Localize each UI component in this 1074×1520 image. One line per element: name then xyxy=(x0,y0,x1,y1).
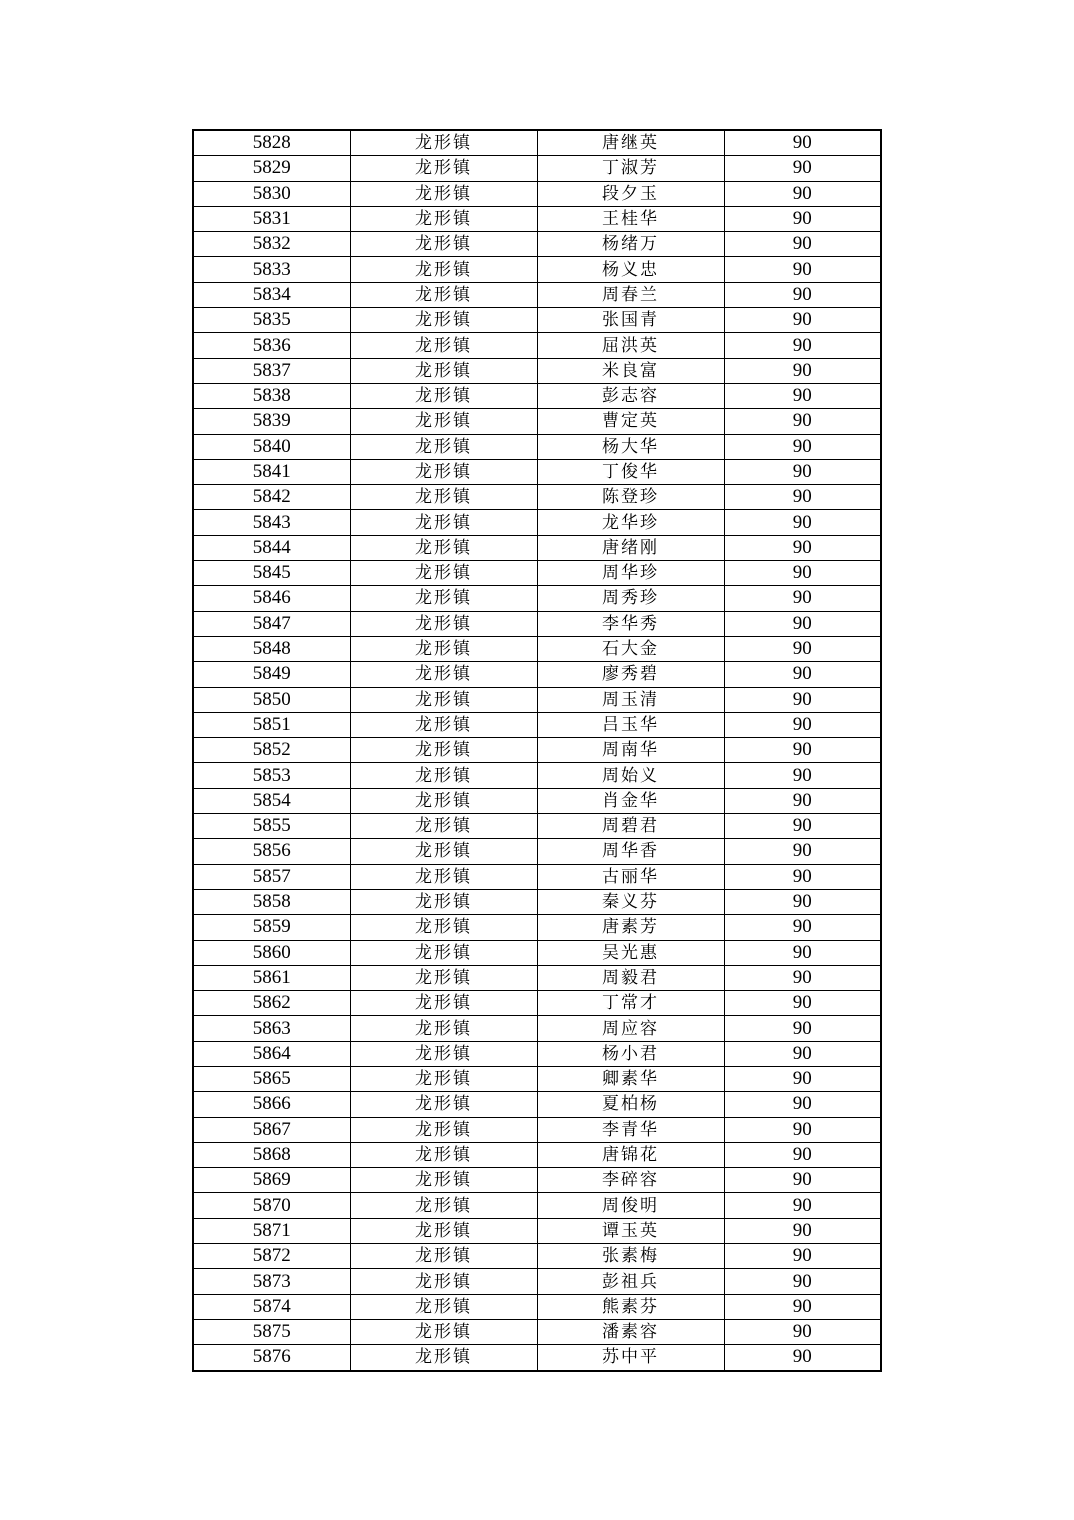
cell-amount: 90 xyxy=(724,333,881,358)
cell-amount: 90 xyxy=(724,864,881,889)
cell-amount: 90 xyxy=(724,712,881,737)
cell-name: 米良富 xyxy=(537,358,724,383)
cell-amount: 90 xyxy=(724,839,881,864)
cell-amount: 90 xyxy=(724,232,881,257)
cell-town: 龙形镇 xyxy=(350,383,537,408)
table-row xyxy=(193,662,881,687)
cell-town: 龙形镇 xyxy=(350,889,537,914)
cell-name: 熊素芬 xyxy=(537,1294,724,1319)
cell-number: 5851 xyxy=(193,712,350,737)
cell-amount: 90 xyxy=(724,763,881,788)
cell-name: 周华香 xyxy=(537,839,724,864)
cell-name: 秦义芬 xyxy=(537,889,724,914)
cell-town: 龙形镇 xyxy=(350,788,537,813)
cell-name: 唐锦花 xyxy=(537,1142,724,1167)
table-row xyxy=(193,636,881,661)
cell-name: 杨绪万 xyxy=(537,232,724,257)
cell-number: 5838 xyxy=(193,383,350,408)
cell-name: 杨义忠 xyxy=(537,257,724,282)
cell-amount: 90 xyxy=(724,814,881,839)
cell-name: 古丽华 xyxy=(537,864,724,889)
cell-number: 5845 xyxy=(193,561,350,586)
cell-name: 陈登珍 xyxy=(537,485,724,510)
cell-town: 龙形镇 xyxy=(350,130,537,156)
cell-amount: 90 xyxy=(724,181,881,206)
table-row xyxy=(193,1168,881,1193)
cell-amount: 90 xyxy=(724,561,881,586)
cell-amount: 90 xyxy=(724,889,881,914)
table-row xyxy=(193,940,881,965)
cell-amount: 90 xyxy=(724,130,881,156)
cell-name: 周玉清 xyxy=(537,687,724,712)
cell-name: 周俊明 xyxy=(537,1193,724,1218)
table-row xyxy=(193,1066,881,1091)
cell-town: 龙形镇 xyxy=(350,1092,537,1117)
table-row xyxy=(193,232,881,257)
cell-number: 5837 xyxy=(193,358,350,383)
cell-town: 龙形镇 xyxy=(350,257,537,282)
cell-name: 丁俊华 xyxy=(537,459,724,484)
cell-amount: 90 xyxy=(724,257,881,282)
cell-amount: 90 xyxy=(724,459,881,484)
table-row xyxy=(193,485,881,510)
cell-name: 石大金 xyxy=(537,636,724,661)
cell-name: 丁常才 xyxy=(537,991,724,1016)
cell-town: 龙形镇 xyxy=(350,1244,537,1269)
table-row xyxy=(193,889,881,914)
cell-number: 5830 xyxy=(193,181,350,206)
cell-town: 龙形镇 xyxy=(350,1345,537,1371)
cell-town: 龙形镇 xyxy=(350,965,537,990)
table-row xyxy=(193,1117,881,1142)
cell-number: 5852 xyxy=(193,738,350,763)
table-row xyxy=(193,687,881,712)
cell-amount: 90 xyxy=(724,662,881,687)
cell-town: 龙形镇 xyxy=(350,1168,537,1193)
table-row xyxy=(193,839,881,864)
table-row xyxy=(193,434,881,459)
cell-town: 龙形镇 xyxy=(350,333,537,358)
cell-number: 5849 xyxy=(193,662,350,687)
table-row xyxy=(193,409,881,434)
cell-name: 谭玉英 xyxy=(537,1218,724,1243)
cell-number: 5833 xyxy=(193,257,350,282)
cell-amount: 90 xyxy=(724,1168,881,1193)
cell-amount: 90 xyxy=(724,1117,881,1142)
cell-number: 5867 xyxy=(193,1117,350,1142)
cell-town: 龙形镇 xyxy=(350,915,537,940)
cell-amount: 90 xyxy=(724,965,881,990)
table-row xyxy=(193,561,881,586)
cell-number: 5829 xyxy=(193,156,350,181)
table-row xyxy=(193,763,881,788)
table-row xyxy=(193,282,881,307)
cell-town: 龙形镇 xyxy=(350,662,537,687)
cell-town: 龙形镇 xyxy=(350,181,537,206)
cell-amount: 90 xyxy=(724,940,881,965)
table-row xyxy=(193,1218,881,1243)
cell-town: 龙形镇 xyxy=(350,308,537,333)
table-row xyxy=(193,1092,881,1117)
cell-amount: 90 xyxy=(724,991,881,1016)
table-row xyxy=(193,965,881,990)
cell-amount: 90 xyxy=(724,282,881,307)
cell-town: 龙形镇 xyxy=(350,814,537,839)
cell-name: 周毅君 xyxy=(537,965,724,990)
cell-town: 龙形镇 xyxy=(350,1142,537,1167)
cell-town: 龙形镇 xyxy=(350,459,537,484)
cell-town: 龙形镇 xyxy=(350,763,537,788)
cell-amount: 90 xyxy=(724,485,881,510)
cell-town: 龙形镇 xyxy=(350,940,537,965)
cell-number: 5873 xyxy=(193,1269,350,1294)
cell-number: 5836 xyxy=(193,333,350,358)
cell-number: 5846 xyxy=(193,586,350,611)
cell-town: 龙形镇 xyxy=(350,712,537,737)
cell-name: 吴光惠 xyxy=(537,940,724,965)
table-row xyxy=(193,788,881,813)
cell-amount: 90 xyxy=(724,409,881,434)
cell-number: 5857 xyxy=(193,864,350,889)
cell-number: 5859 xyxy=(193,915,350,940)
table-row xyxy=(193,257,881,282)
table-row xyxy=(193,130,881,156)
table-row xyxy=(193,1193,881,1218)
cell-name: 丁淑芳 xyxy=(537,156,724,181)
cell-amount: 90 xyxy=(724,1294,881,1319)
cell-amount: 90 xyxy=(724,1066,881,1091)
cell-amount: 90 xyxy=(724,1319,881,1344)
cell-town: 龙形镇 xyxy=(350,358,537,383)
cell-amount: 90 xyxy=(724,611,881,636)
cell-town: 龙形镇 xyxy=(350,864,537,889)
cell-amount: 90 xyxy=(724,1218,881,1243)
cell-amount: 90 xyxy=(724,788,881,813)
cell-number: 5855 xyxy=(193,814,350,839)
table-row xyxy=(193,814,881,839)
table-row xyxy=(193,1041,881,1066)
table-row xyxy=(193,611,881,636)
cell-town: 龙形镇 xyxy=(350,561,537,586)
cell-name: 屈洪英 xyxy=(537,333,724,358)
cell-town: 龙形镇 xyxy=(350,1193,537,1218)
cell-number: 5842 xyxy=(193,485,350,510)
cell-name: 肖金华 xyxy=(537,788,724,813)
table-row xyxy=(193,181,881,206)
table-row xyxy=(193,1244,881,1269)
cell-number: 5868 xyxy=(193,1142,350,1167)
cell-name: 周始义 xyxy=(537,763,724,788)
cell-amount: 90 xyxy=(724,636,881,661)
cell-town: 龙形镇 xyxy=(350,434,537,459)
cell-name: 李青华 xyxy=(537,1117,724,1142)
cell-amount: 90 xyxy=(724,308,881,333)
cell-number: 5861 xyxy=(193,965,350,990)
cell-number: 5853 xyxy=(193,763,350,788)
cell-number: 5862 xyxy=(193,991,350,1016)
cell-number: 5848 xyxy=(193,636,350,661)
cell-town: 龙形镇 xyxy=(350,636,537,661)
cell-name: 廖秀碧 xyxy=(537,662,724,687)
cell-number: 5863 xyxy=(193,1016,350,1041)
cell-town: 龙形镇 xyxy=(350,409,537,434)
cell-name: 李碎容 xyxy=(537,1168,724,1193)
cell-amount: 90 xyxy=(724,915,881,940)
cell-town: 龙形镇 xyxy=(350,1066,537,1091)
cell-amount: 90 xyxy=(724,1016,881,1041)
cell-amount: 90 xyxy=(724,358,881,383)
cell-name: 彭祖兵 xyxy=(537,1269,724,1294)
cell-amount: 90 xyxy=(724,1269,881,1294)
cell-name: 曹定英 xyxy=(537,409,724,434)
cell-name: 周碧君 xyxy=(537,814,724,839)
cell-number: 5865 xyxy=(193,1066,350,1091)
cell-number: 5840 xyxy=(193,434,350,459)
table-row xyxy=(193,535,881,560)
cell-amount: 90 xyxy=(724,510,881,535)
cell-town: 龙形镇 xyxy=(350,611,537,636)
cell-town: 龙形镇 xyxy=(350,206,537,231)
cell-number: 5828 xyxy=(193,130,350,156)
table-row xyxy=(193,586,881,611)
cell-name: 吕玉华 xyxy=(537,712,724,737)
cell-number: 5871 xyxy=(193,1218,350,1243)
cell-town: 龙形镇 xyxy=(350,1269,537,1294)
cell-number: 5841 xyxy=(193,459,350,484)
cell-name: 王桂华 xyxy=(537,206,724,231)
table-row xyxy=(193,1142,881,1167)
cell-name: 张素梅 xyxy=(537,1244,724,1269)
cell-number: 5866 xyxy=(193,1092,350,1117)
cell-town: 龙形镇 xyxy=(350,1117,537,1142)
cell-name: 潘素容 xyxy=(537,1319,724,1344)
cell-amount: 90 xyxy=(724,535,881,560)
table-row xyxy=(193,1345,881,1371)
cell-amount: 90 xyxy=(724,738,881,763)
cell-number: 5872 xyxy=(193,1244,350,1269)
cell-name: 唐继英 xyxy=(537,130,724,156)
cell-number: 5875 xyxy=(193,1319,350,1344)
cell-name: 卿素华 xyxy=(537,1066,724,1091)
cell-name: 龙华珍 xyxy=(537,510,724,535)
cell-amount: 90 xyxy=(724,383,881,408)
cell-number: 5834 xyxy=(193,282,350,307)
table-row xyxy=(193,156,881,181)
cell-name: 周应容 xyxy=(537,1016,724,1041)
cell-amount: 90 xyxy=(724,1345,881,1371)
cell-name: 周南华 xyxy=(537,738,724,763)
cell-name: 张国青 xyxy=(537,308,724,333)
cell-name: 杨小君 xyxy=(537,1041,724,1066)
cell-name: 彭志容 xyxy=(537,383,724,408)
table-row xyxy=(193,308,881,333)
table-row xyxy=(193,1294,881,1319)
cell-number: 5856 xyxy=(193,839,350,864)
cell-number: 5835 xyxy=(193,308,350,333)
cell-number: 5843 xyxy=(193,510,350,535)
cell-amount: 90 xyxy=(724,1142,881,1167)
cell-number: 5876 xyxy=(193,1345,350,1371)
cell-amount: 90 xyxy=(724,687,881,712)
cell-town: 龙形镇 xyxy=(350,1041,537,1066)
table-row xyxy=(193,991,881,1016)
cell-amount: 90 xyxy=(724,1092,881,1117)
cell-name: 夏柏杨 xyxy=(537,1092,724,1117)
cell-name: 苏中平 xyxy=(537,1345,724,1371)
table-row xyxy=(193,864,881,889)
cell-name: 唐素芳 xyxy=(537,915,724,940)
cell-number: 5847 xyxy=(193,611,350,636)
cell-name: 周华珍 xyxy=(537,561,724,586)
cell-town: 龙形镇 xyxy=(350,839,537,864)
cell-town: 龙形镇 xyxy=(350,282,537,307)
cell-number: 5844 xyxy=(193,535,350,560)
table-row xyxy=(193,1269,881,1294)
table-row xyxy=(193,383,881,408)
cell-name: 杨大华 xyxy=(537,434,724,459)
cell-number: 5839 xyxy=(193,409,350,434)
cell-number: 5858 xyxy=(193,889,350,914)
cell-name: 唐绪刚 xyxy=(537,535,724,560)
cell-amount: 90 xyxy=(724,206,881,231)
cell-town: 龙形镇 xyxy=(350,1319,537,1344)
table-row xyxy=(193,206,881,231)
cell-town: 龙形镇 xyxy=(350,485,537,510)
table-row xyxy=(193,738,881,763)
cell-town: 龙形镇 xyxy=(350,687,537,712)
cell-town: 龙形镇 xyxy=(350,991,537,1016)
cell-number: 5831 xyxy=(193,206,350,231)
cell-number: 5860 xyxy=(193,940,350,965)
cell-number: 5869 xyxy=(193,1168,350,1193)
cell-name: 周春兰 xyxy=(537,282,724,307)
cell-town: 龙形镇 xyxy=(350,232,537,257)
cell-name: 李华秀 xyxy=(537,611,724,636)
table-row xyxy=(193,358,881,383)
cell-town: 龙形镇 xyxy=(350,156,537,181)
cell-amount: 90 xyxy=(724,1041,881,1066)
cell-amount: 90 xyxy=(724,1193,881,1218)
cell-town: 龙形镇 xyxy=(350,586,537,611)
table-row xyxy=(193,712,881,737)
cell-number: 5874 xyxy=(193,1294,350,1319)
cell-amount: 90 xyxy=(724,1244,881,1269)
cell-number: 5864 xyxy=(193,1041,350,1066)
roster-table xyxy=(192,129,882,1372)
cell-amount: 90 xyxy=(724,586,881,611)
cell-number: 5854 xyxy=(193,788,350,813)
cell-town: 龙形镇 xyxy=(350,1294,537,1319)
cell-number: 5832 xyxy=(193,232,350,257)
table-row xyxy=(193,333,881,358)
cell-amount: 90 xyxy=(724,434,881,459)
table-row xyxy=(193,915,881,940)
table-row xyxy=(193,1319,881,1344)
cell-town: 龙形镇 xyxy=(350,738,537,763)
cell-name: 周秀珍 xyxy=(537,586,724,611)
cell-number: 5850 xyxy=(193,687,350,712)
cell-name: 段夕玉 xyxy=(537,181,724,206)
table-row xyxy=(193,1016,881,1041)
cell-amount: 90 xyxy=(724,156,881,181)
cell-town: 龙形镇 xyxy=(350,1016,537,1041)
roster-table-body xyxy=(193,130,881,1371)
cell-town: 龙形镇 xyxy=(350,510,537,535)
table-row xyxy=(193,459,881,484)
table-row xyxy=(193,510,881,535)
cell-town: 龙形镇 xyxy=(350,1218,537,1243)
cell-number: 5870 xyxy=(193,1193,350,1218)
cell-town: 龙形镇 xyxy=(350,535,537,560)
